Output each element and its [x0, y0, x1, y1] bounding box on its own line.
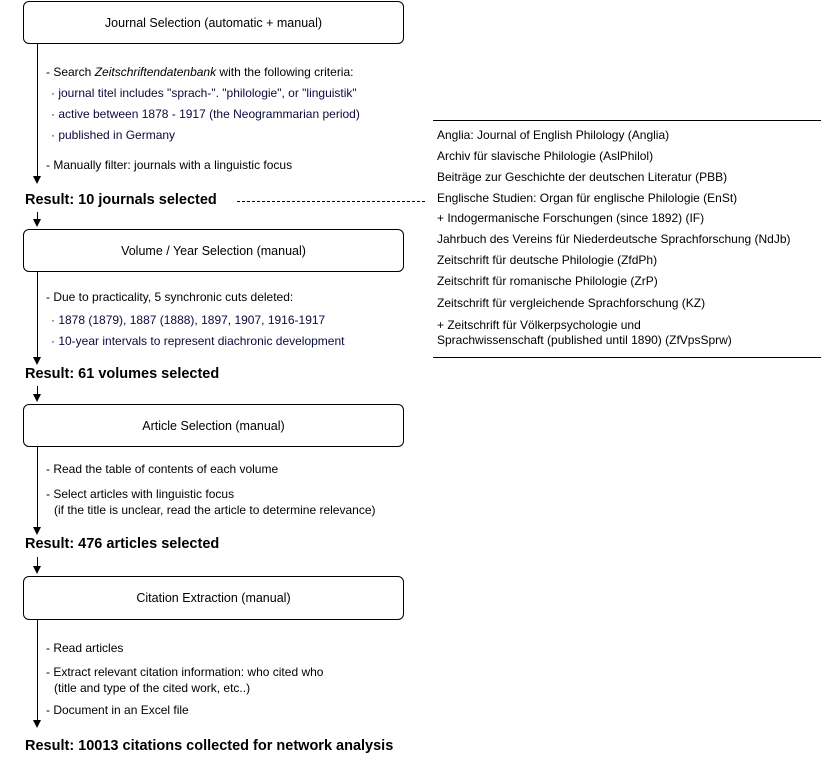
arrow-down-icon	[33, 394, 41, 402]
arrow-down-icon	[33, 566, 41, 574]
journal-item-continued: Sprachwissenschaft (published until 1890) (ZfVpsSprw)	[437, 333, 732, 347]
arrow-down-icon	[33, 720, 41, 728]
journal-item: + Indogermanische Forschungen (since 1892) (IF)	[437, 211, 705, 225]
result-articles: Result: 476 articles selected	[25, 536, 220, 552]
journal-list-bottom-rule	[433, 357, 821, 358]
stage-journal-selection-box	[23, 1, 404, 44]
stage-volume-selection-box	[23, 229, 404, 272]
journal-item: Archiv für slavische Philologie (AslPhilol)	[437, 149, 654, 163]
journal-list-top-rule	[433, 120, 821, 121]
criterion-item: · active between 1878 - 1917 (the Neogrammarian period)	[51, 107, 360, 121]
flow-line	[37, 212, 38, 219]
journal-item: Englische Studien: Organ für englische Philologie (EnSt)	[437, 191, 738, 205]
criterion-item: · published in Germany	[51, 128, 176, 142]
journal-item: Zeitschrift für romanische Philologie (ZrP)	[437, 274, 658, 288]
journal-item: Beiträge zur Geschichte der deutschen Literatur (PBB)	[437, 170, 728, 184]
flow-line	[37, 620, 38, 720]
stage-title: Journal Selection (automatic + manual)	[104, 15, 323, 30]
dashed-connector	[237, 201, 425, 202]
flow-line	[37, 272, 38, 357]
arrow-down-icon	[33, 527, 41, 535]
criterion-item: · journal titel includes "sprach-". "philologie", or "linguistik"	[51, 86, 357, 100]
journal-item: Zeitschrift für vergleichende Sprachforschung (KZ)	[437, 296, 706, 310]
database-name: Zeitschriftendatenbank	[94, 65, 217, 79]
stage-title: Citation Extraction (manual)	[136, 591, 291, 605]
journal-item: Anglia: Journal of English Philology (Anglia)	[437, 128, 670, 142]
flow-line	[37, 386, 38, 394]
result-citations: Result: 10013 citations collected for network analysis	[25, 738, 394, 754]
arrow-down-icon	[33, 176, 41, 184]
cut-item: · 1878 (1879), 1887 (1888), 1897, 1907, 1916-1917	[51, 313, 326, 327]
manual-filter-note: - Manually filter: journals with a linguistic focus	[46, 158, 293, 172]
citation-step: - Extract relevant citation information: who cited who	[46, 665, 324, 679]
flow-line	[37, 44, 38, 176]
citation-step: - Read articles	[46, 641, 124, 655]
stage-citation-extraction-box	[23, 576, 404, 620]
article-step: - Select articles with linguistic focus	[46, 487, 235, 501]
stage-title: Volume / Year Selection (manual)	[121, 243, 306, 258]
flow-line	[37, 557, 38, 566]
practicality-note: - Due to practicality, 5 synchronic cuts deleted:	[46, 290, 294, 304]
journal-item: Jahrbuch des Vereins für Niederdeutsche Sprachforschung (NdJb)	[437, 232, 791, 246]
arrow-down-icon	[33, 357, 41, 365]
stage-title: Article Selection (manual)	[142, 418, 285, 433]
citation-step: - Document in an Excel file	[46, 703, 189, 717]
article-step: - Read the table of contents of each volume	[46, 462, 279, 476]
arrow-down-icon	[33, 219, 41, 227]
stage-article-selection-box	[23, 404, 404, 447]
journal-item: Zeitschrift für deutsche Philologie (ZfdPh)	[437, 253, 658, 267]
article-step-detail: (if the title is unclear, read the article to determine relevance)	[54, 503, 376, 517]
result-volumes: Result: 61 volumes selected	[25, 366, 220, 382]
flow-line	[37, 447, 38, 527]
result-journals: Result: 10 journals selected	[25, 192, 217, 208]
cut-item: · 10-year intervals to represent diachronic development	[51, 334, 345, 348]
search-criteria-line: - Search Zeitschriftendatenbank with the following criteria:	[46, 65, 354, 79]
citation-step-detail: (title and type of the cited work, etc..)	[54, 681, 251, 695]
journal-item: + Zeitschrift für Völkerpsychologie und	[437, 318, 641, 332]
